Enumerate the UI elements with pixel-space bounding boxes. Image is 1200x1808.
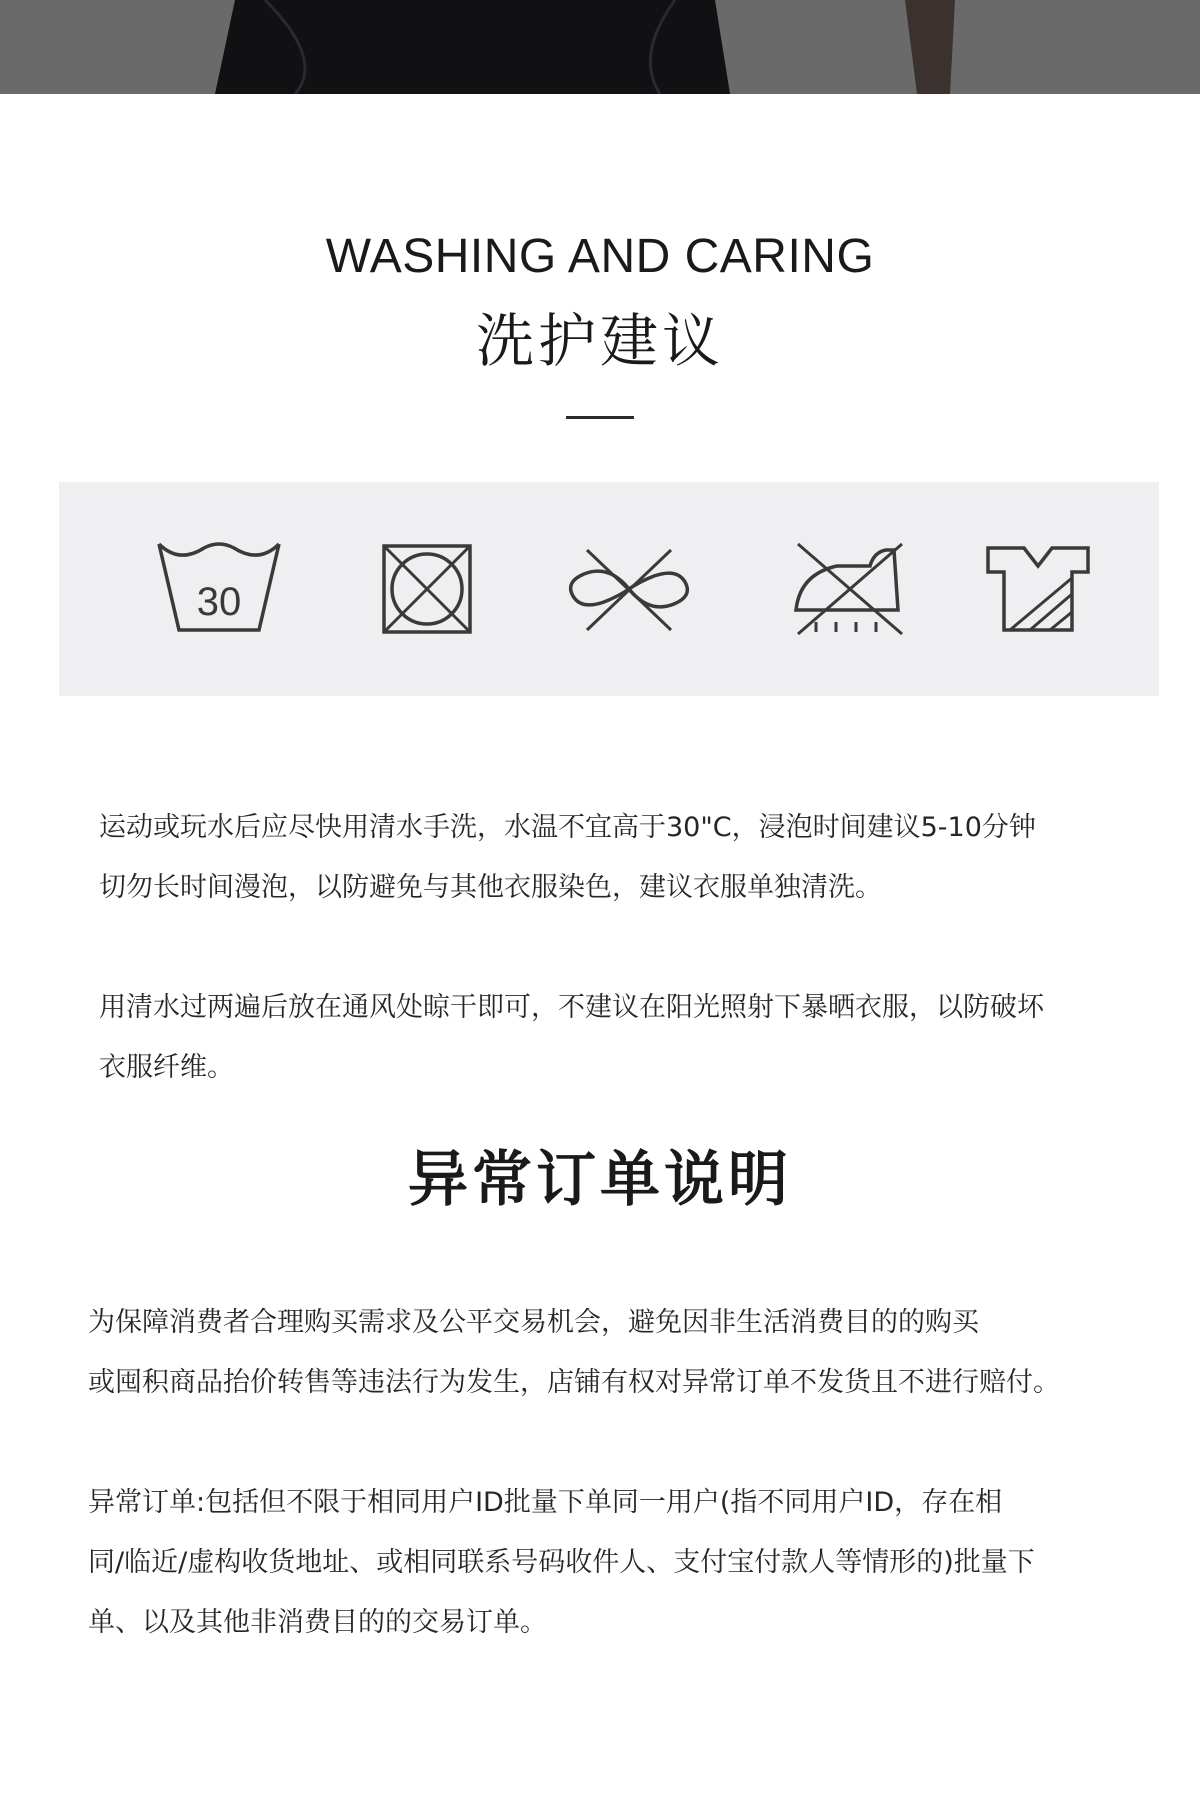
no-wring-icon <box>559 482 699 696</box>
care-title-en: WASHING AND CARING <box>325 230 875 283</box>
wash-temp-label: 30 <box>196 580 242 624</box>
no-iron-icon <box>782 482 922 696</box>
text-line: 切勿长时间漫泡，以防避免与其他衣服染色，建议衣服单独清洗。 <box>99 872 882 903</box>
hero-photo <box>0 0 1200 94</box>
care-symbols-panel <box>59 482 1159 696</box>
text-line: 同/临近/虚构收货地址、或相同联系号码收件人、支付宝付款人等情形的)批量下 <box>88 1547 1035 1578</box>
abnormal-paragraph-1 <box>88 1293 1060 1413</box>
wash-30-icon <box>149 482 289 696</box>
abnormal-paragraph-2 <box>88 1473 1035 1653</box>
care-paragraph-2 <box>99 978 1044 1098</box>
no-tumble-dry-icon <box>360 482 500 696</box>
line-dry-shade-icon <box>982 482 1122 696</box>
title-divider <box>566 416 634 419</box>
text-line: 衣服纤维。 <box>99 1052 234 1083</box>
care-paragraph-1 <box>99 798 1036 918</box>
text-line: 或囤积商品抬价转售等违法行为发生，店铺有权对异常订单不发货且不进行赔付。 <box>88 1367 1060 1398</box>
text-line: 运动或玩水后应尽快用清水手洗，水温不宜高于30"C，浸泡时间建议5-10分钟 <box>99 812 1036 843</box>
text-line: 为保障消费者合理购买需求及公平交易机会，避免因非生活消费目的的购买 <box>88 1307 979 1338</box>
abnormal-order-title: 异常订单说明 <box>408 1145 792 1215</box>
arm-photo <box>895 0 965 94</box>
text-line: 异常订单:包括但不限于相同用户ID批量下单同一用户(指不同用户ID，存在相 <box>88 1487 1003 1518</box>
garment-photo <box>205 0 745 94</box>
text-line: 单、以及其他非消费目的的交易订单。 <box>88 1607 547 1638</box>
care-title-cn: 洗护建议 <box>475 307 724 375</box>
text-line: 用清水过两遍后放在通风处晾干即可，不建议在阳光照射下暴晒衣服，以防破坏 <box>99 992 1044 1023</box>
